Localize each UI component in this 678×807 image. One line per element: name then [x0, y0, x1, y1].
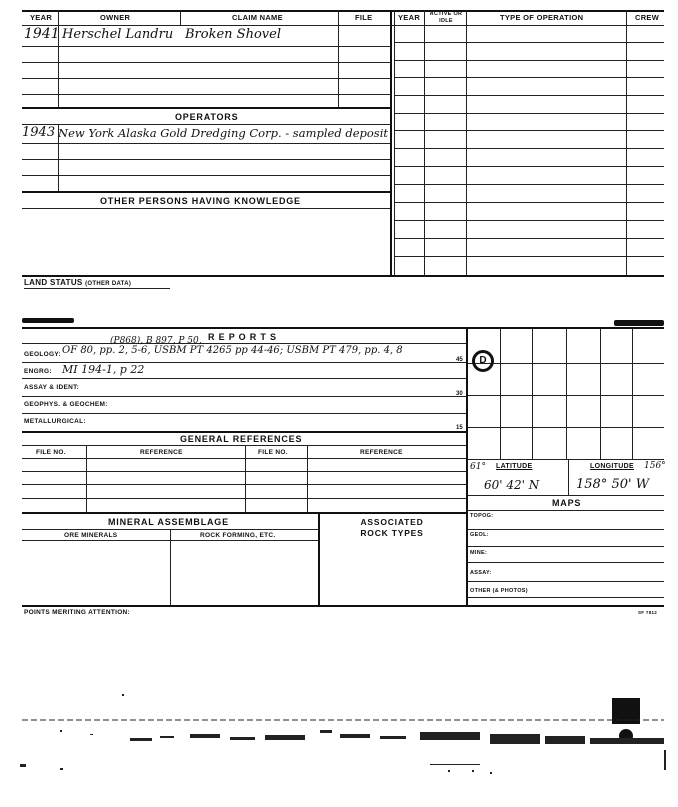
mineral-assemblage-title: MINERAL ASSEMBLAGE — [108, 517, 229, 527]
general-references-title: GENERAL REFERENCES — [180, 434, 303, 444]
maps-geol: GEOL: — [470, 532, 489, 538]
margin-number-45: 45 — [456, 357, 463, 363]
maps-topog: TOPOG: — [470, 513, 494, 519]
longitude-label: LONGITUDE — [590, 463, 634, 470]
maps-title: MAPS — [552, 498, 582, 508]
margin-number-30: 30 — [456, 391, 463, 397]
location-grid — [468, 329, 664, 459]
associated-rock-types: ASSOCIATED ROCK TYPES — [360, 517, 424, 538]
operator-text: New York Alaska Gold Dredging Corp. - sampled deposit — [58, 126, 388, 140]
other-persons-title: OTHER PERSONS HAVING KNOWLEDGE — [100, 196, 301, 206]
margin-number-15: 15 — [456, 425, 463, 431]
gr-file-no-1: FILE NO. — [36, 449, 66, 456]
col-crew-header: CREW — [635, 13, 660, 22]
points-meriting-label: POINTS MERITING ATTENTION: — [24, 609, 131, 616]
maps-assay: ASSAY: — [470, 570, 492, 576]
geology-label: GEOLOGY: — [24, 351, 61, 358]
maps-other: OTHER (& PHOTOS) — [470, 588, 528, 594]
lon-suffix: 156° — [644, 461, 666, 471]
quadrant-circle: D — [472, 350, 494, 372]
col-year-header: YEAR — [30, 13, 53, 22]
claim-year: 1941 — [24, 26, 60, 42]
gr-reference-1: REFERENCE — [140, 449, 183, 456]
operator-year: 1943 — [22, 125, 56, 140]
claim-name: Broken Shovel — [185, 27, 281, 42]
lat-prefix: 61° — [470, 462, 486, 472]
col-type-operation-header: TYPE OF OPERATION — [500, 13, 584, 22]
scan-noise — [0, 690, 678, 790]
col-claim-name-header: CLAIM NAME — [232, 13, 283, 22]
land-status-label: LAND STATUS (OTHER DATA) — [24, 278, 132, 287]
latitude-value: 60' 42' N — [484, 478, 540, 492]
geology-note: (P868), B 897, P 50, — [110, 336, 202, 346]
latitude-label: LATITUDE — [496, 463, 533, 470]
geology-text: OF 80, pp. 2, 5-6, USBM PT 4265 pp 44-46; USBM PT 479, pp. 4, 8 — [62, 345, 403, 356]
engrg-text: MI 194-1, p 22 — [62, 363, 145, 376]
col-file-header: FILE — [355, 13, 373, 22]
gr-reference-2: REFERENCE — [360, 449, 403, 456]
col-active-idle-header: ACTIVE OR IDLE — [429, 11, 463, 24]
ore-minerals-label: ORE MINERALS — [64, 532, 118, 539]
metallurgical-label: METALLURGICAL: — [24, 418, 86, 425]
longitude-value: 158° 50' W — [576, 477, 650, 492]
gr-file-no-2: FILE NO. — [258, 449, 288, 456]
form-number: SF 7812 — [638, 610, 658, 615]
col-owner-header: OWNER — [100, 13, 131, 22]
reports-title: R E P O R T S — [208, 332, 277, 342]
rock-forming-label: ROCK FORMING, ETC. — [200, 532, 276, 539]
maps-mine: MINE: — [470, 550, 488, 556]
claim-owner: Herschel Landru — [62, 27, 174, 42]
assay-label: ASSAY & IDENT: — [24, 384, 80, 391]
operators-title: OPERATORS — [175, 112, 239, 122]
engrg-label: ENGRG: — [24, 368, 52, 375]
geophys-label: GEOPHYS. & GEOCHEM: — [24, 401, 108, 408]
col-activity-year-header: YEAR — [398, 13, 421, 22]
